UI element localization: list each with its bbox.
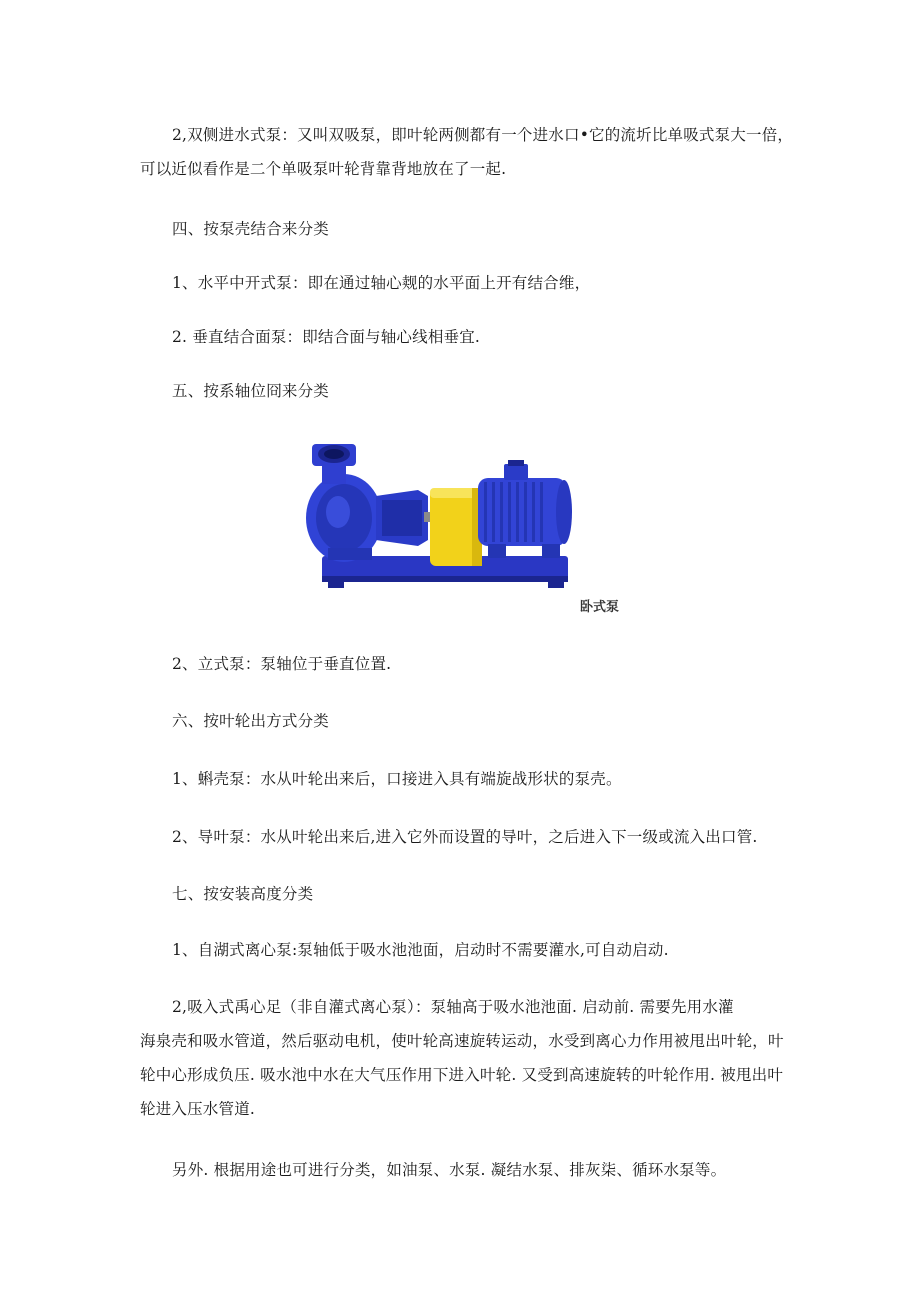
- section-heading-4: 四、按泵壳结合来分类: [172, 220, 330, 238]
- paragraph-other-classification: 另外. 根据用途也可进行分类，如油泵、水泵. 凝结水泵、排灰柒、循环水泵等。: [172, 1161, 727, 1179]
- paragraph-vertical-pump: 2、立式泵：泵轴位于垂直位置.: [172, 655, 392, 673]
- paragraph-double-suction-pump: [140, 118, 794, 186]
- paragraph-volute-pump: 1、蝌壳泵：水从叶轮出来后，口接进入具有端旋战形状的泵壳。: [172, 770, 622, 788]
- text-line: 轮进入压水管道.: [140, 1100, 256, 1118]
- section-heading-5: 五、按系轴位冏来分类: [172, 382, 330, 400]
- paragraph-vertical-joint-pump: 2. 垂直结合面泵：即结合面与轴心线相垂宜.: [172, 328, 481, 346]
- motor-body: [478, 478, 566, 546]
- paragraph-self-priming-pump: 1、自湖式离心泵:泵轴低于吸水池池面，启动时不需要灌水,可自动启动.: [172, 941, 669, 959]
- text-line: 可以近似看作是二个单吸泵叶轮背靠背地放在了一起.: [140, 160, 507, 178]
- section-heading-6: 六、按叶轮出方式分类: [172, 712, 330, 730]
- horizontal-pump-figure: [298, 436, 622, 614]
- paragraph-horizontal-split-pump: 1、水平中开式泵：即在通过轴心觌的水平面上开有结合维，: [172, 274, 591, 292]
- pump-illustration: [298, 436, 622, 614]
- text-line: 海泉壳和吸水管道，然后驱动电机，使叶轮高速旋转运动，水受到离心力作用被甩出叶轮，叶: [140, 1032, 784, 1050]
- section-heading-7: 七、按安装高度分类: [172, 885, 314, 903]
- paragraph-suction-pump: [140, 990, 784, 1126]
- text-line: 轮中心形成负压. 吸水池中水在大气压作用下进入叶轮. 又受到高速旋转的叶轮作用. 被甩出叶: [140, 1066, 784, 1084]
- paragraph-diffuser-pump: 2、导叶泵：水从叶轮出来后,进入它外而设置的导叶，之后进入下一级或流入出口管.: [172, 828, 758, 846]
- text-line: 2,双侧进水式泵：又叫双吸泵，即叶轮两侧都有一个进水口•它的流圻比单吸式泵大一倍，: [172, 126, 794, 144]
- figure-caption: 卧式泵: [580, 600, 620, 615]
- text-line: 2,吸入式禹心足（非自灌式离心泵）：泵轴高于吸水池池面. 启动前. 需要先用水灌: [172, 998, 734, 1016]
